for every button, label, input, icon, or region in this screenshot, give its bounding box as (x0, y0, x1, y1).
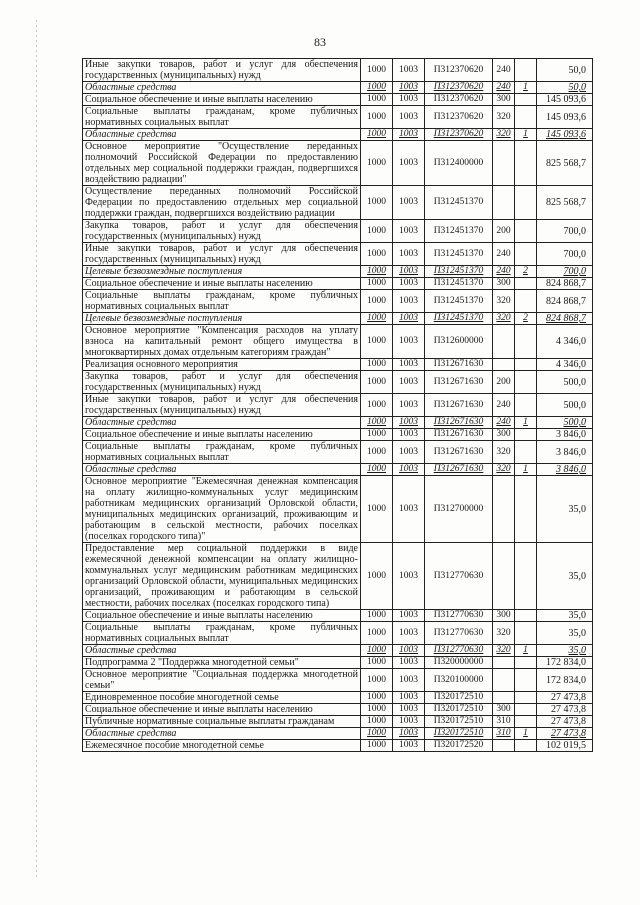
expense-type-code: 300 (493, 704, 515, 716)
table-row (83, 94, 593, 106)
row-name: Иные закупки товаров, работ и услуг для обеспечения государственных (муниципальных) нужд (83, 243, 361, 266)
amount: 35,0 (537, 543, 593, 610)
subsection-code: 1003 (393, 394, 425, 417)
amount: 500,0 (537, 394, 593, 417)
subsection-code: 1003 (393, 543, 425, 610)
section-code: 1000 (361, 464, 393, 476)
expense-type-code: 240 (493, 243, 515, 266)
target-article-code: П312770630 (425, 622, 493, 645)
funding-source-code (515, 359, 537, 371)
row-name: Социальные выплаты гражданам, кроме публичных нормативных социальных выплат (83, 622, 361, 645)
amount: 172 834,0 (537, 657, 593, 669)
expense-type-code (493, 543, 515, 610)
amount: 145 093,6 (537, 129, 593, 141)
expense-type-code (493, 669, 515, 692)
amount: 825 568,7 (537, 141, 593, 186)
table-row (83, 669, 593, 692)
expense-type-code: 310 (493, 716, 515, 728)
amount: 500,0 (537, 371, 593, 394)
table-row (83, 441, 593, 464)
amount: 27 473,8 (537, 716, 593, 728)
target-article-code: П320172520 (425, 740, 493, 752)
amount: 700,0 (537, 266, 593, 278)
expense-type-code: 240 (493, 59, 515, 82)
target-article-code: П320100000 (425, 669, 493, 692)
row-name: Реализация основного мероприятия (83, 359, 361, 371)
subsection-code: 1003 (393, 371, 425, 394)
expense-type-code (493, 325, 515, 359)
funding-source-code (515, 669, 537, 692)
section-code: 1000 (361, 59, 393, 82)
funding-source-code (515, 704, 537, 716)
subsection-code: 1003 (393, 186, 425, 220)
section-code: 1000 (361, 728, 393, 740)
table-row (83, 141, 593, 186)
target-article-code: П312370620 (425, 82, 493, 94)
expense-type-code: 320 (493, 645, 515, 657)
amount: 27 473,8 (537, 728, 593, 740)
row-name: Закупка товаров, работ и услуг для обеспечения государственных (муниципальных) нужд (83, 220, 361, 243)
expense-type-code: 320 (493, 290, 515, 313)
funding-source-code (515, 220, 537, 243)
table-row (83, 704, 593, 716)
row-name: Единовременное пособие многодетной семье (83, 692, 361, 704)
funding-source-code (515, 141, 537, 186)
table-row (83, 657, 593, 669)
funding-source-code: 1 (515, 645, 537, 657)
funding-source-code (515, 622, 537, 645)
section-code: 1000 (361, 186, 393, 220)
amount: 50,0 (537, 82, 593, 94)
table-row (83, 740, 593, 752)
row-name: Основное мероприятие "Ежемесячная денежная компенсация на оплату жилищно-коммунальных услуг медицинским работникам медицинских организаций Орловской области, муниципальных медицинских организаций, проживающим и работающим в сельской местности, рабочих поселках (поселках городского типа)" (83, 476, 361, 543)
target-article-code: П320172510 (425, 716, 493, 728)
table-row (83, 692, 593, 704)
amount: 824 868,7 (537, 313, 593, 325)
subsection-code: 1003 (393, 417, 425, 429)
subsection-code: 1003 (393, 359, 425, 371)
amount: 4 346,0 (537, 325, 593, 359)
expense-type-code (493, 692, 515, 704)
subsection-code: 1003 (393, 129, 425, 141)
table-row (83, 266, 593, 278)
amount: 824 868,7 (537, 278, 593, 290)
expense-type-code: 240 (493, 82, 515, 94)
target-article-code: П312770630 (425, 610, 493, 622)
row-name: Подпрограмма 2 "Поддержка многодетной семьи" (83, 657, 361, 669)
section-code: 1000 (361, 325, 393, 359)
target-article-code: П312451370 (425, 220, 493, 243)
table-row (83, 610, 593, 622)
expense-type-code: 320 (493, 464, 515, 476)
expense-type-code (493, 141, 515, 186)
amount: 35,0 (537, 610, 593, 622)
amount: 3 846,0 (537, 429, 593, 441)
subsection-code: 1003 (393, 59, 425, 82)
subsection-code: 1003 (393, 429, 425, 441)
expense-type-code: 200 (493, 220, 515, 243)
section-code: 1000 (361, 266, 393, 278)
subsection-code: 1003 (393, 476, 425, 543)
row-name: Социальное обеспечение и иные выплаты населению (83, 704, 361, 716)
table-row (83, 82, 593, 94)
funding-source-code (515, 371, 537, 394)
target-article-code: П320172510 (425, 692, 493, 704)
amount: 35,0 (537, 622, 593, 645)
section-code: 1000 (361, 290, 393, 313)
subsection-code: 1003 (393, 266, 425, 278)
section-code: 1000 (361, 243, 393, 266)
subsection-code: 1003 (393, 669, 425, 692)
table-row (83, 290, 593, 313)
target-article-code: П312451370 (425, 243, 493, 266)
amount: 700,0 (537, 220, 593, 243)
expense-type-code (493, 186, 515, 220)
amount: 700,0 (537, 243, 593, 266)
subsection-code: 1003 (393, 441, 425, 464)
section-code: 1000 (361, 94, 393, 106)
funding-source-code (515, 243, 537, 266)
row-name: Социальное обеспечение и иные выплаты населению (83, 429, 361, 441)
funding-source-code (515, 657, 537, 669)
funding-source-code: 1 (515, 417, 537, 429)
section-code: 1000 (361, 669, 393, 692)
funding-source-code (515, 610, 537, 622)
target-article-code: П320172510 (425, 704, 493, 716)
section-code: 1000 (361, 657, 393, 669)
row-name: Закупка товаров, работ и услуг для обеспечения государственных (муниципальных) нужд (83, 371, 361, 394)
funding-source-code (515, 278, 537, 290)
subsection-code: 1003 (393, 622, 425, 645)
row-name: Целевые безвозмездные поступления (83, 313, 361, 325)
target-article-code: П320172510 (425, 728, 493, 740)
table-row (83, 429, 593, 441)
expense-type-code: 300 (493, 94, 515, 106)
table-row (83, 622, 593, 645)
expense-type-code: 300 (493, 429, 515, 441)
section-code: 1000 (361, 622, 393, 645)
funding-source-code: 1 (515, 464, 537, 476)
table-row (83, 464, 593, 476)
subsection-code: 1003 (393, 716, 425, 728)
subsection-code: 1003 (393, 464, 425, 476)
subsection-code: 1003 (393, 313, 425, 325)
section-code: 1000 (361, 141, 393, 186)
expense-type-code: 240 (493, 394, 515, 417)
table-row (83, 186, 593, 220)
row-name: Областные средства (83, 129, 361, 141)
expense-type-code: 320 (493, 441, 515, 464)
row-name: Социальное обеспечение и иные выплаты населению (83, 610, 361, 622)
funding-source-code: 2 (515, 313, 537, 325)
amount: 27 473,8 (537, 692, 593, 704)
table-row (83, 106, 593, 129)
section-code: 1000 (361, 476, 393, 543)
section-code: 1000 (361, 543, 393, 610)
subsection-code: 1003 (393, 704, 425, 716)
row-name: Основное мероприятие "Компенсация расходов на уплату взноса на капитальный ремонт общего имущества в многоквартирных домах отдельным категориям граждан" (83, 325, 361, 359)
target-article-code: П312671630 (425, 464, 493, 476)
amount: 102 019,5 (537, 740, 593, 752)
funding-source-code (515, 106, 537, 129)
expense-type-code: 300 (493, 610, 515, 622)
table-row (83, 716, 593, 728)
table-row (83, 476, 593, 543)
subsection-code: 1003 (393, 657, 425, 669)
expense-type-code (493, 657, 515, 669)
row-name: Областные средства (83, 417, 361, 429)
table-row (83, 728, 593, 740)
target-article-code: П312451370 (425, 278, 493, 290)
funding-source-code (515, 476, 537, 543)
funding-source-code: 1 (515, 129, 537, 141)
row-name: Областные средства (83, 728, 361, 740)
target-article-code: П312451370 (425, 186, 493, 220)
subsection-code: 1003 (393, 243, 425, 266)
table-row (83, 243, 593, 266)
section-code: 1000 (361, 417, 393, 429)
section-code: 1000 (361, 278, 393, 290)
target-article-code: П312671630 (425, 417, 493, 429)
subsection-code: 1003 (393, 94, 425, 106)
row-name: Областные средства (83, 82, 361, 94)
amount: 172 834,0 (537, 669, 593, 692)
row-name: Областные средства (83, 464, 361, 476)
expense-type-code: 320 (493, 106, 515, 129)
section-code: 1000 (361, 220, 393, 243)
section-code: 1000 (361, 441, 393, 464)
section-code: 1000 (361, 645, 393, 657)
amount: 50,0 (537, 59, 593, 82)
row-name: Ежемесячное пособие многодетной семье (83, 740, 361, 752)
amount: 27 473,8 (537, 704, 593, 716)
funding-source-code: 2 (515, 266, 537, 278)
row-name: Социальные выплаты гражданам, кроме публичных нормативных социальных выплат (83, 441, 361, 464)
table-row (83, 313, 593, 325)
target-article-code: П312370620 (425, 59, 493, 82)
row-name: Иные закупки товаров, работ и услуг для обеспечения государственных (муниципальных) нужд (83, 394, 361, 417)
funding-source-code (515, 716, 537, 728)
target-article-code: П312451370 (425, 266, 493, 278)
subsection-code: 1003 (393, 278, 425, 290)
table-row (83, 417, 593, 429)
funding-source-code (515, 59, 537, 82)
funding-source-code: 1 (515, 82, 537, 94)
target-article-code: П312451370 (425, 313, 493, 325)
table-row (83, 394, 593, 417)
table-row (83, 278, 593, 290)
scan-edge-marks (36, 20, 37, 880)
subsection-code: 1003 (393, 106, 425, 129)
subsection-code: 1003 (393, 645, 425, 657)
amount: 825 568,7 (537, 186, 593, 220)
row-name: Основное мероприятие "Осуществление переданных полномочий Российской Федерации по предоставлению отдельных мер социальной поддержки граждан, подвергшихся воздействию радиации" (83, 141, 361, 186)
amount: 35,0 (537, 476, 593, 543)
section-code: 1000 (361, 610, 393, 622)
funding-source-code (515, 290, 537, 313)
subsection-code: 1003 (393, 610, 425, 622)
table-row (83, 220, 593, 243)
subsection-code: 1003 (393, 325, 425, 359)
table-row (83, 59, 593, 82)
table-row (83, 543, 593, 610)
expense-type-code: 300 (493, 278, 515, 290)
table-body (83, 59, 593, 752)
amount: 824 868,7 (537, 290, 593, 313)
target-article-code: П320000000 (425, 657, 493, 669)
target-article-code: П312671630 (425, 441, 493, 464)
row-name: Социальные выплаты гражданам, кроме публичных нормативных социальных выплат (83, 106, 361, 129)
section-code: 1000 (361, 359, 393, 371)
section-code: 1000 (361, 371, 393, 394)
target-article-code: П312400000 (425, 141, 493, 186)
funding-source-code (515, 186, 537, 220)
amount: 4 346,0 (537, 359, 593, 371)
section-code: 1000 (361, 313, 393, 325)
expense-type-code: 320 (493, 313, 515, 325)
target-article-code: П312370620 (425, 106, 493, 129)
expense-type-code (493, 476, 515, 543)
table-row (83, 359, 593, 371)
expense-type-code: 240 (493, 266, 515, 278)
table-row (83, 129, 593, 141)
amount: 3 846,0 (537, 441, 593, 464)
row-name: Социальное обеспечение и иные выплаты населению (83, 94, 361, 106)
row-name: Осуществление переданных полномочий Российской Федерации по предоставлению отдельных мер социальной поддержки граждан, подвергшихся воздействию радиации (83, 186, 361, 220)
subsection-code: 1003 (393, 82, 425, 94)
section-code: 1000 (361, 704, 393, 716)
target-article-code: П312370620 (425, 129, 493, 141)
page-number: 83 (314, 35, 326, 49)
table-row (83, 645, 593, 657)
row-name: Целевые безвозмездные поступления (83, 266, 361, 278)
row-name: Иные закупки товаров, работ и услуг для обеспечения государственных (муниципальных) нужд (83, 59, 361, 82)
funding-source-code (515, 429, 537, 441)
section-code: 1000 (361, 740, 393, 752)
amount: 500,0 (537, 417, 593, 429)
funding-source-code (515, 441, 537, 464)
funding-source-code (515, 394, 537, 417)
funding-source-code (515, 692, 537, 704)
target-article-code: П312770630 (425, 543, 493, 610)
funding-source-code (515, 325, 537, 359)
table-row (83, 325, 593, 359)
funding-source-code: 1 (515, 728, 537, 740)
target-article-code: П312600000 (425, 325, 493, 359)
subsection-code: 1003 (393, 290, 425, 313)
target-article-code: П312370620 (425, 94, 493, 106)
target-article-code: П312671630 (425, 394, 493, 417)
row-name: Основное мероприятие "Социальная поддержка многодетной семьи" (83, 669, 361, 692)
subsection-code: 1003 (393, 220, 425, 243)
row-name: Публичные нормативные социальные выплаты гражданам (83, 716, 361, 728)
target-article-code: П312770630 (425, 645, 493, 657)
subsection-code: 1003 (393, 692, 425, 704)
expense-type-code: 320 (493, 622, 515, 645)
row-name: Социальные выплаты гражданам, кроме публичных нормативных социальных выплат (83, 290, 361, 313)
section-code: 1000 (361, 716, 393, 728)
section-code: 1000 (361, 394, 393, 417)
row-name: Социальное обеспечение и иные выплаты населению (83, 278, 361, 290)
row-name: Областные средства (83, 645, 361, 657)
budget-table (82, 58, 593, 752)
table-row (83, 371, 593, 394)
expense-type-code: 200 (493, 371, 515, 394)
target-article-code: П312671630 (425, 371, 493, 394)
expense-type-code: 310 (493, 728, 515, 740)
target-article-code: П312700000 (425, 476, 493, 543)
target-article-code: П312671630 (425, 429, 493, 441)
expense-type-code (493, 359, 515, 371)
amount: 35,0 (537, 645, 593, 657)
expense-type-code: 240 (493, 417, 515, 429)
section-code: 1000 (361, 129, 393, 141)
expense-type-code (493, 740, 515, 752)
subsection-code: 1003 (393, 141, 425, 186)
amount: 3 846,0 (537, 464, 593, 476)
expense-type-code: 320 (493, 129, 515, 141)
funding-source-code (515, 740, 537, 752)
target-article-code: П312451370 (425, 290, 493, 313)
subsection-code: 1003 (393, 740, 425, 752)
amount: 145 093,6 (537, 106, 593, 129)
funding-source-code (515, 94, 537, 106)
row-name: Предоставление мер социальной поддержки в виде ежемесячной денежной компенсации на оплату жилищно-коммунальных услуг медицинским работникам медицинских организаций Орловской области, муниципальных медицинских организаций, проживающим и работающим в сельской местности, рабочих поселках (поселках городского типа) (83, 543, 361, 610)
section-code: 1000 (361, 106, 393, 129)
subsection-code: 1003 (393, 728, 425, 740)
section-code: 1000 (361, 82, 393, 94)
target-article-code: П312671630 (425, 359, 493, 371)
section-code: 1000 (361, 429, 393, 441)
section-code: 1000 (361, 692, 393, 704)
funding-source-code (515, 543, 537, 610)
amount: 145 093,6 (537, 94, 593, 106)
